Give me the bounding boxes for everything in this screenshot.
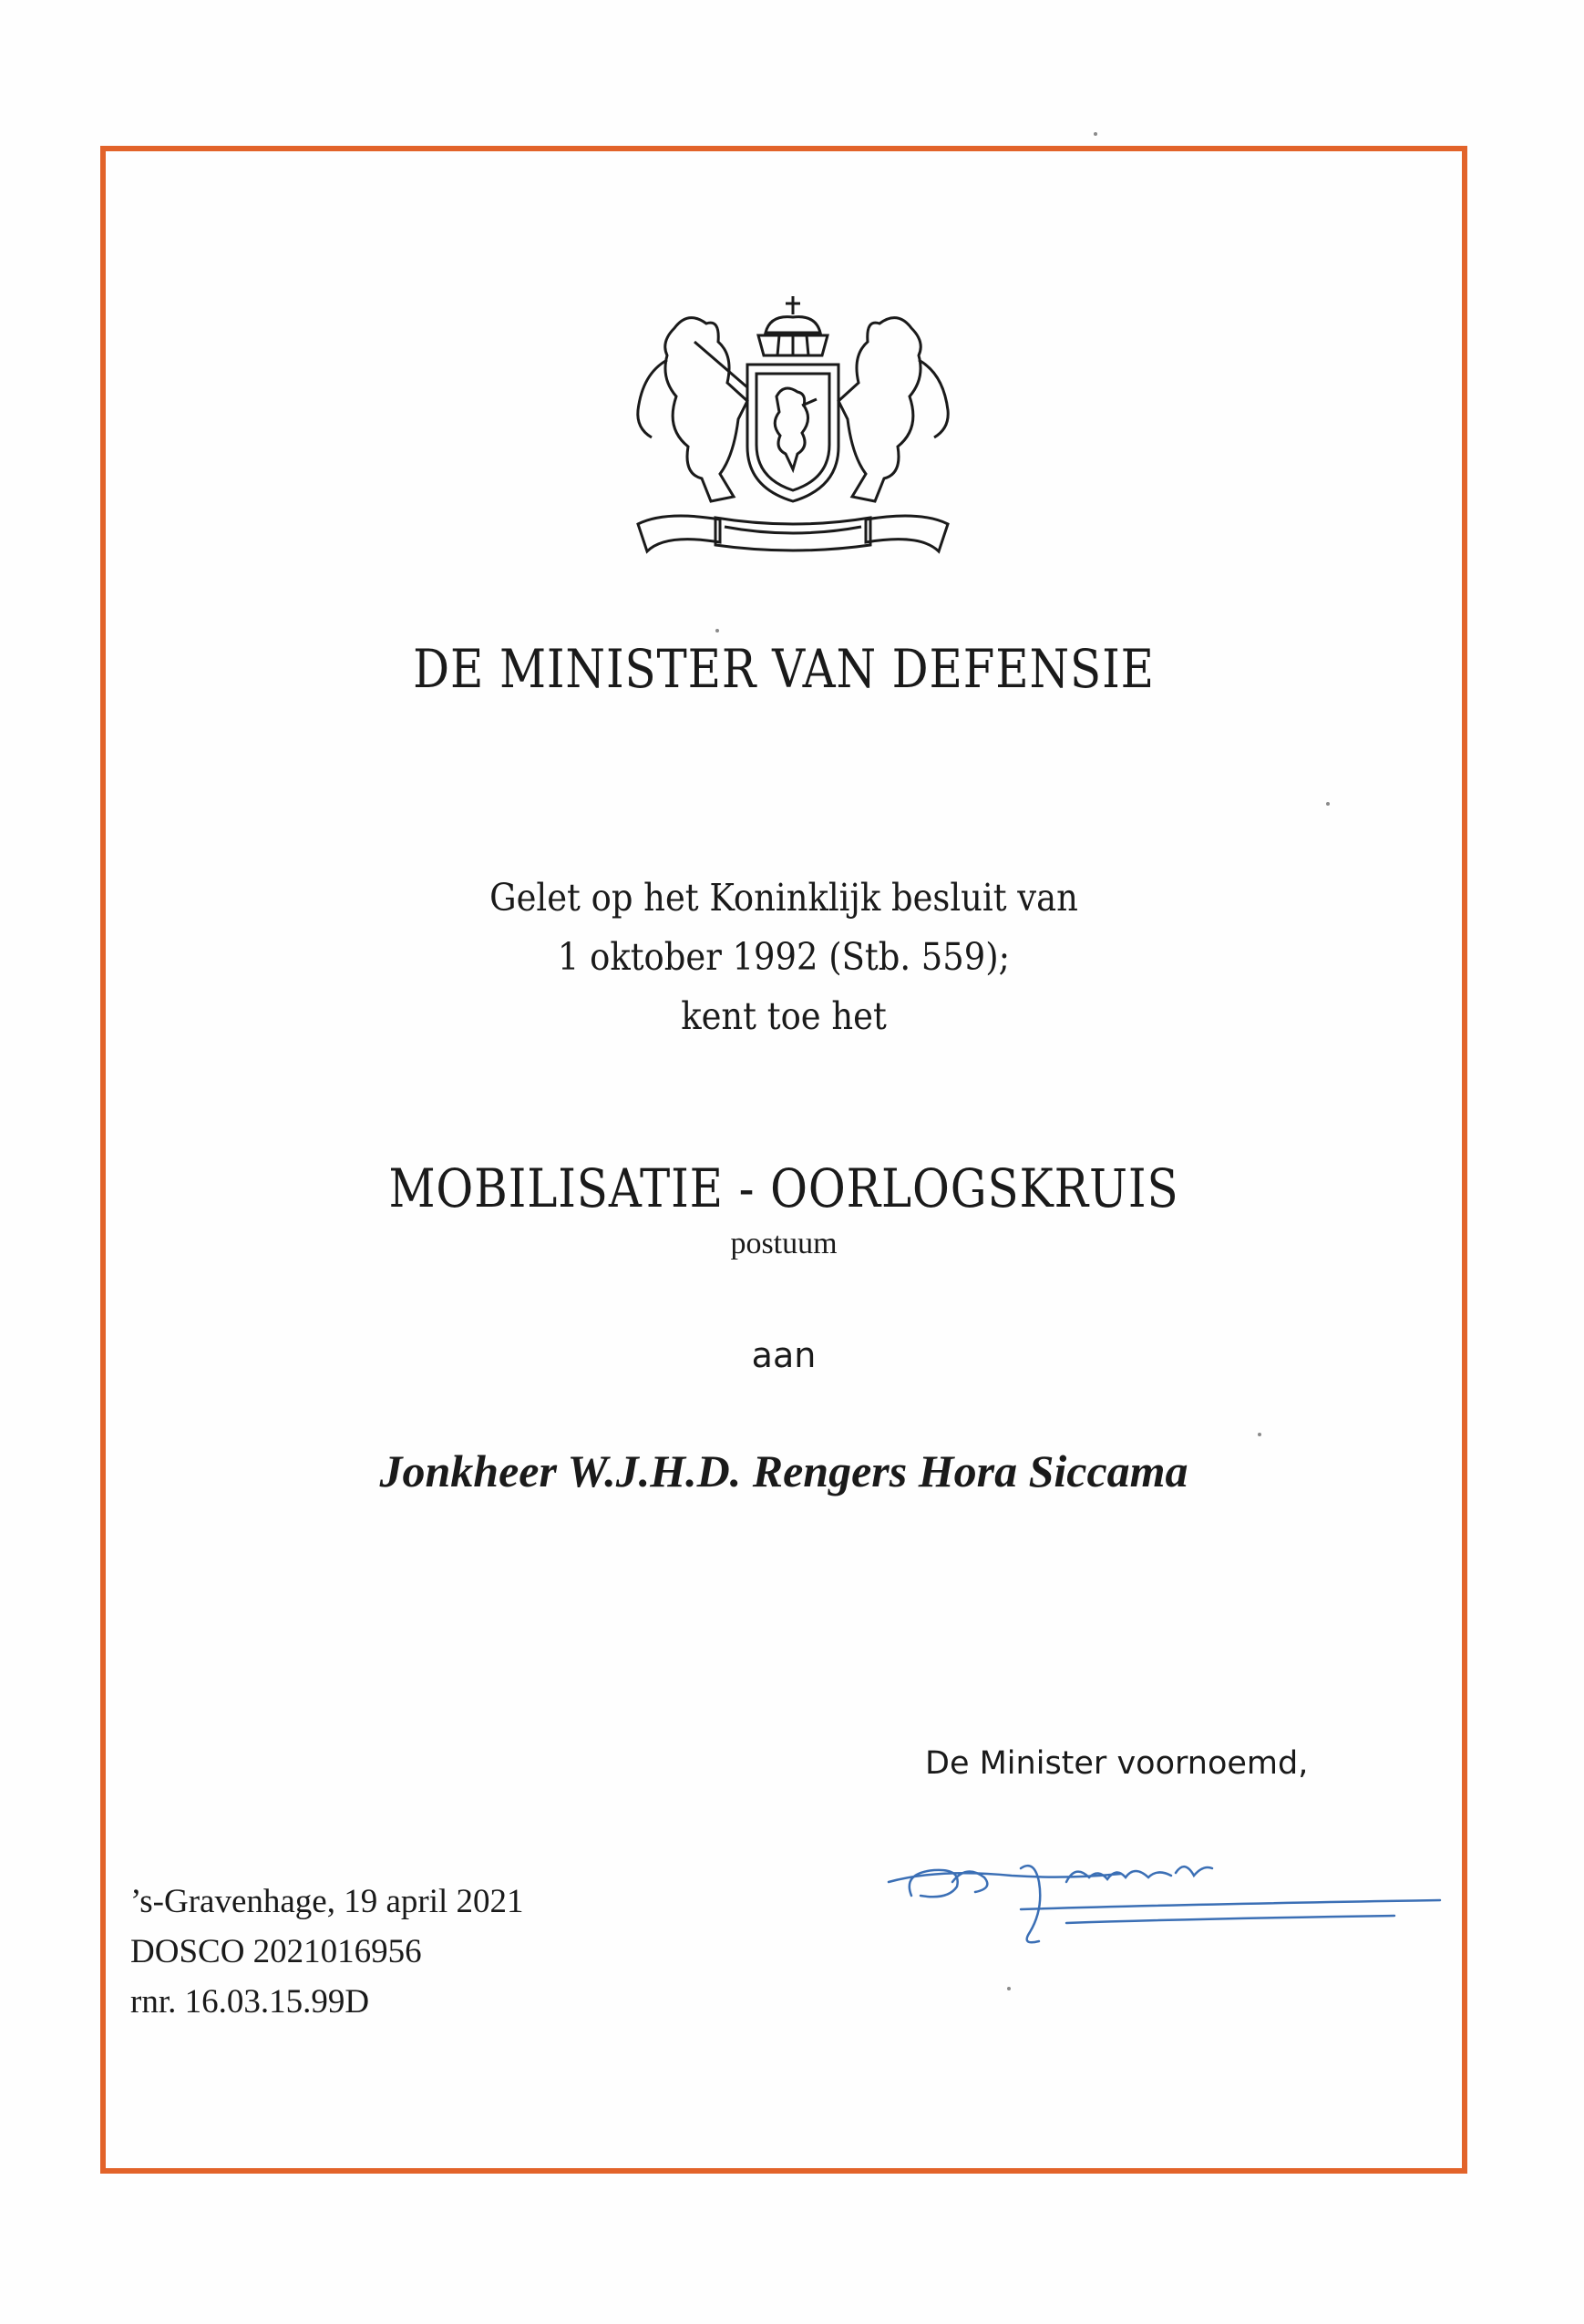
award-note: postuum: [730, 1227, 838, 1260]
minister-heading: DE MINISTER VAN DEFENSIE: [413, 638, 1155, 700]
dosco-number: DOSCO 2021016956: [130, 1933, 422, 1970]
paper-speck: [1258, 1433, 1261, 1436]
recipient-name: Jonkheer W.J.H.D. Rengers Hora Siccama: [379, 1445, 1188, 1496]
decree-line-1: Gelet op het Koninklijk besluit van: [489, 876, 1078, 920]
signature-caption: De Minister voornoemd,: [925, 1745, 1309, 1782]
handwritten-signature: [884, 1832, 1449, 1969]
place-and-date: ’s-Gravenhage, 19 april 2021: [130, 1883, 524, 1920]
to-word: aan: [751, 1335, 817, 1375]
paper-speck: [1326, 802, 1330, 806]
registration-number: rnr. 16.03.15.99D: [130, 1983, 370, 2021]
paper-speck: [1094, 132, 1097, 136]
coat-of-arms-icon: [611, 292, 975, 565]
paper-speck: [1007, 1987, 1011, 1990]
award-name: MOBILISATIE - OORLOGSKRUIS: [388, 1157, 1179, 1219]
decree-line-2: 1 oktober 1992 (Stb. 559);: [557, 935, 1011, 979]
paper-speck: [715, 629, 719, 632]
decree-line-3: kent toe het: [681, 994, 887, 1038]
